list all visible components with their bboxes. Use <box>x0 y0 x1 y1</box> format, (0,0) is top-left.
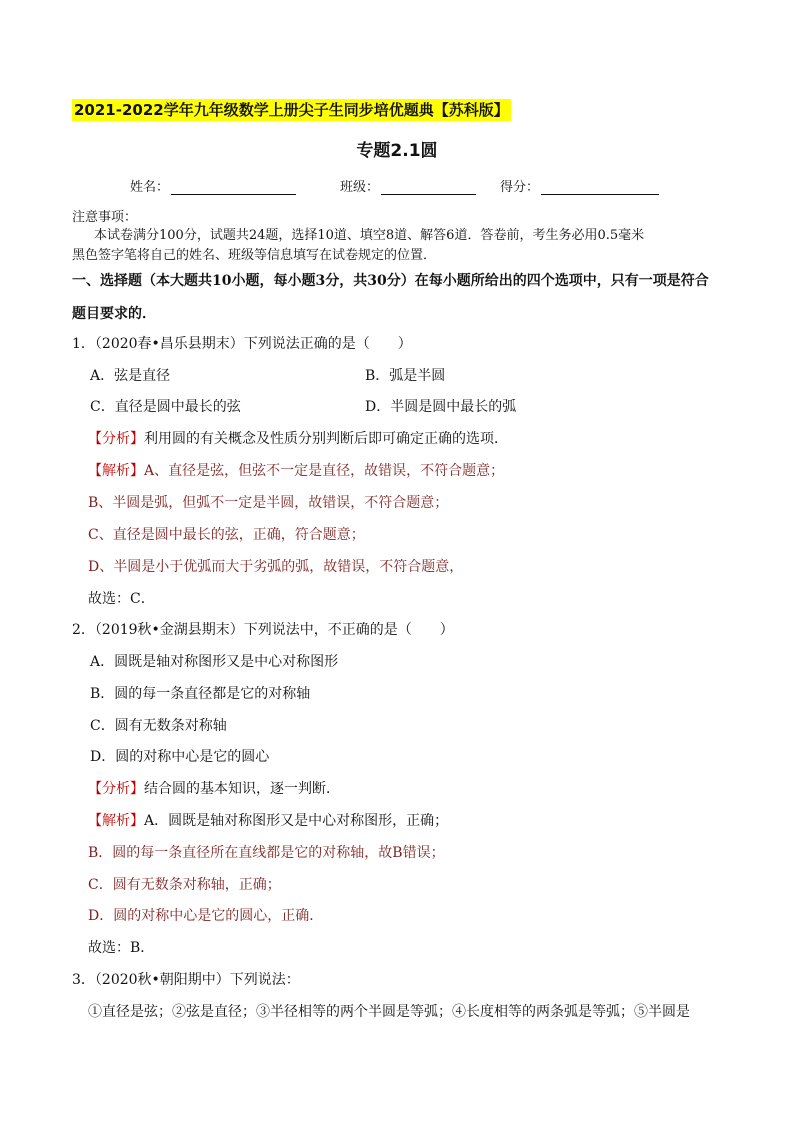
section-heading-line-2: 题目要求的． <box>72 306 156 322</box>
q2-option-a[interactable]: A．圆既是轴对称图形又是中心对称图形 <box>90 654 339 670</box>
q2-solution-a <box>88 811 722 831</box>
q1-solution-c: C、直径是圆中最长的弦，正确，符合题意； <box>88 527 365 543</box>
q2-solution-a-text: A．圆既是轴对称图形又是中心对称图形，正确； <box>144 813 449 829</box>
class-field[interactable] <box>340 176 476 195</box>
q1-analysis-text: 利用圆的有关概念及性质分别判断后即可确定正确的选项． <box>144 431 508 447</box>
q1-solution-tag: 【解析】 <box>88 463 144 479</box>
q2-solution-d: D．圆的对称中心是它的圆心，正确． <box>88 908 324 924</box>
series-title: 2021-2022学年九年级数学上册尖子生同步培优题典【苏科版】 <box>74 101 509 119</box>
q2-solution-c: C．圆有无数条对称轴，正确； <box>88 877 281 893</box>
class-blank[interactable] <box>381 180 476 195</box>
name-field[interactable] <box>130 176 296 195</box>
q1-stem: 1．（2020春•昌乐县期末）下列说法正确的是（ ） <box>72 336 412 352</box>
q3-statements-line-1: ①直径是弦；②弦是直径；③半径相等的两个半圆是等弧；④长度相等的两条弧是等弧；⑤半圆是 <box>88 1004 690 1020</box>
name-label: 姓名： <box>130 180 170 195</box>
q2-option-d[interactable]: D．圆的对称中心是它的圆心 <box>90 749 270 765</box>
score-field[interactable] <box>500 176 659 195</box>
document-title: 专题2.1圆 <box>356 141 438 161</box>
q2-analysis <box>88 779 722 799</box>
section-heading-line-1: 一、选择题（本大题共10小题，每小题3分，共30分）在每小题所给出的四个选项中，只有一项是符合 <box>72 273 709 289</box>
q1-analysis <box>88 429 722 449</box>
q1-option-a[interactable]: A．弦是直径 <box>90 368 171 384</box>
q2-analysis-tag: 【分析】 <box>88 781 144 797</box>
q2-stem: 2．（2019秋•金湖县期末）下列说法中，不正确的是（ ） <box>72 622 454 638</box>
q1-solution-b: B、半圆是弧，但弧不一定是半圆，故错误，不符合题意； <box>88 495 449 511</box>
q2-solution-b: B．圆的每一条直径所在直线都是它的对称轴，故B错误； <box>88 845 445 861</box>
q2-analysis-text: 结合圆的基本知识，逐一判断． <box>144 781 340 797</box>
score-blank[interactable] <box>541 180 659 195</box>
notes-line-2: 黑色签字笔将自己的姓名、班级等信息填写在试卷规定的位置． <box>72 248 437 263</box>
q1-analysis-tag: 【分析】 <box>88 431 144 447</box>
q1-option-c[interactable]: C．直径是圆中最长的弦 <box>90 399 241 415</box>
class-label: 班级： <box>340 180 380 195</box>
q1-option-b[interactable]: B．弧是半圆 <box>365 368 446 384</box>
notes-line-1: 本试卷满分100分，试题共24题，选择10道、填空8道、解答6道．答卷前，考生务必用0.5毫米 <box>94 228 645 243</box>
q1-option-d[interactable]: D．半圆是圆中最长的弧 <box>365 399 517 415</box>
q1-solution-d: D、半圆是小于优弧而大于劣弧的弧，故错误，不符合题意， <box>88 559 464 575</box>
q2-solution-tag: 【解析】 <box>88 813 144 829</box>
q1-solution-a-text: A、直径是弦，但弦不一定是直径，故错误，不符合题意； <box>144 463 505 479</box>
q2-answer: 故选：B． <box>88 940 155 956</box>
notes-heading: 注意事项： <box>72 210 138 225</box>
q1-solution-a <box>88 461 722 481</box>
q2-option-b[interactable]: B．圆的每一条直径都是它的对称轴 <box>90 686 311 702</box>
name-blank[interactable] <box>171 180 296 195</box>
q3-stem: 3．（2020秋•朝阳期中）下列说法： <box>72 972 300 988</box>
score-label: 得分： <box>500 180 540 195</box>
q1-answer: 故选：C． <box>88 591 155 607</box>
q2-option-c[interactable]: C．圆有无数条对称轴 <box>90 718 227 734</box>
